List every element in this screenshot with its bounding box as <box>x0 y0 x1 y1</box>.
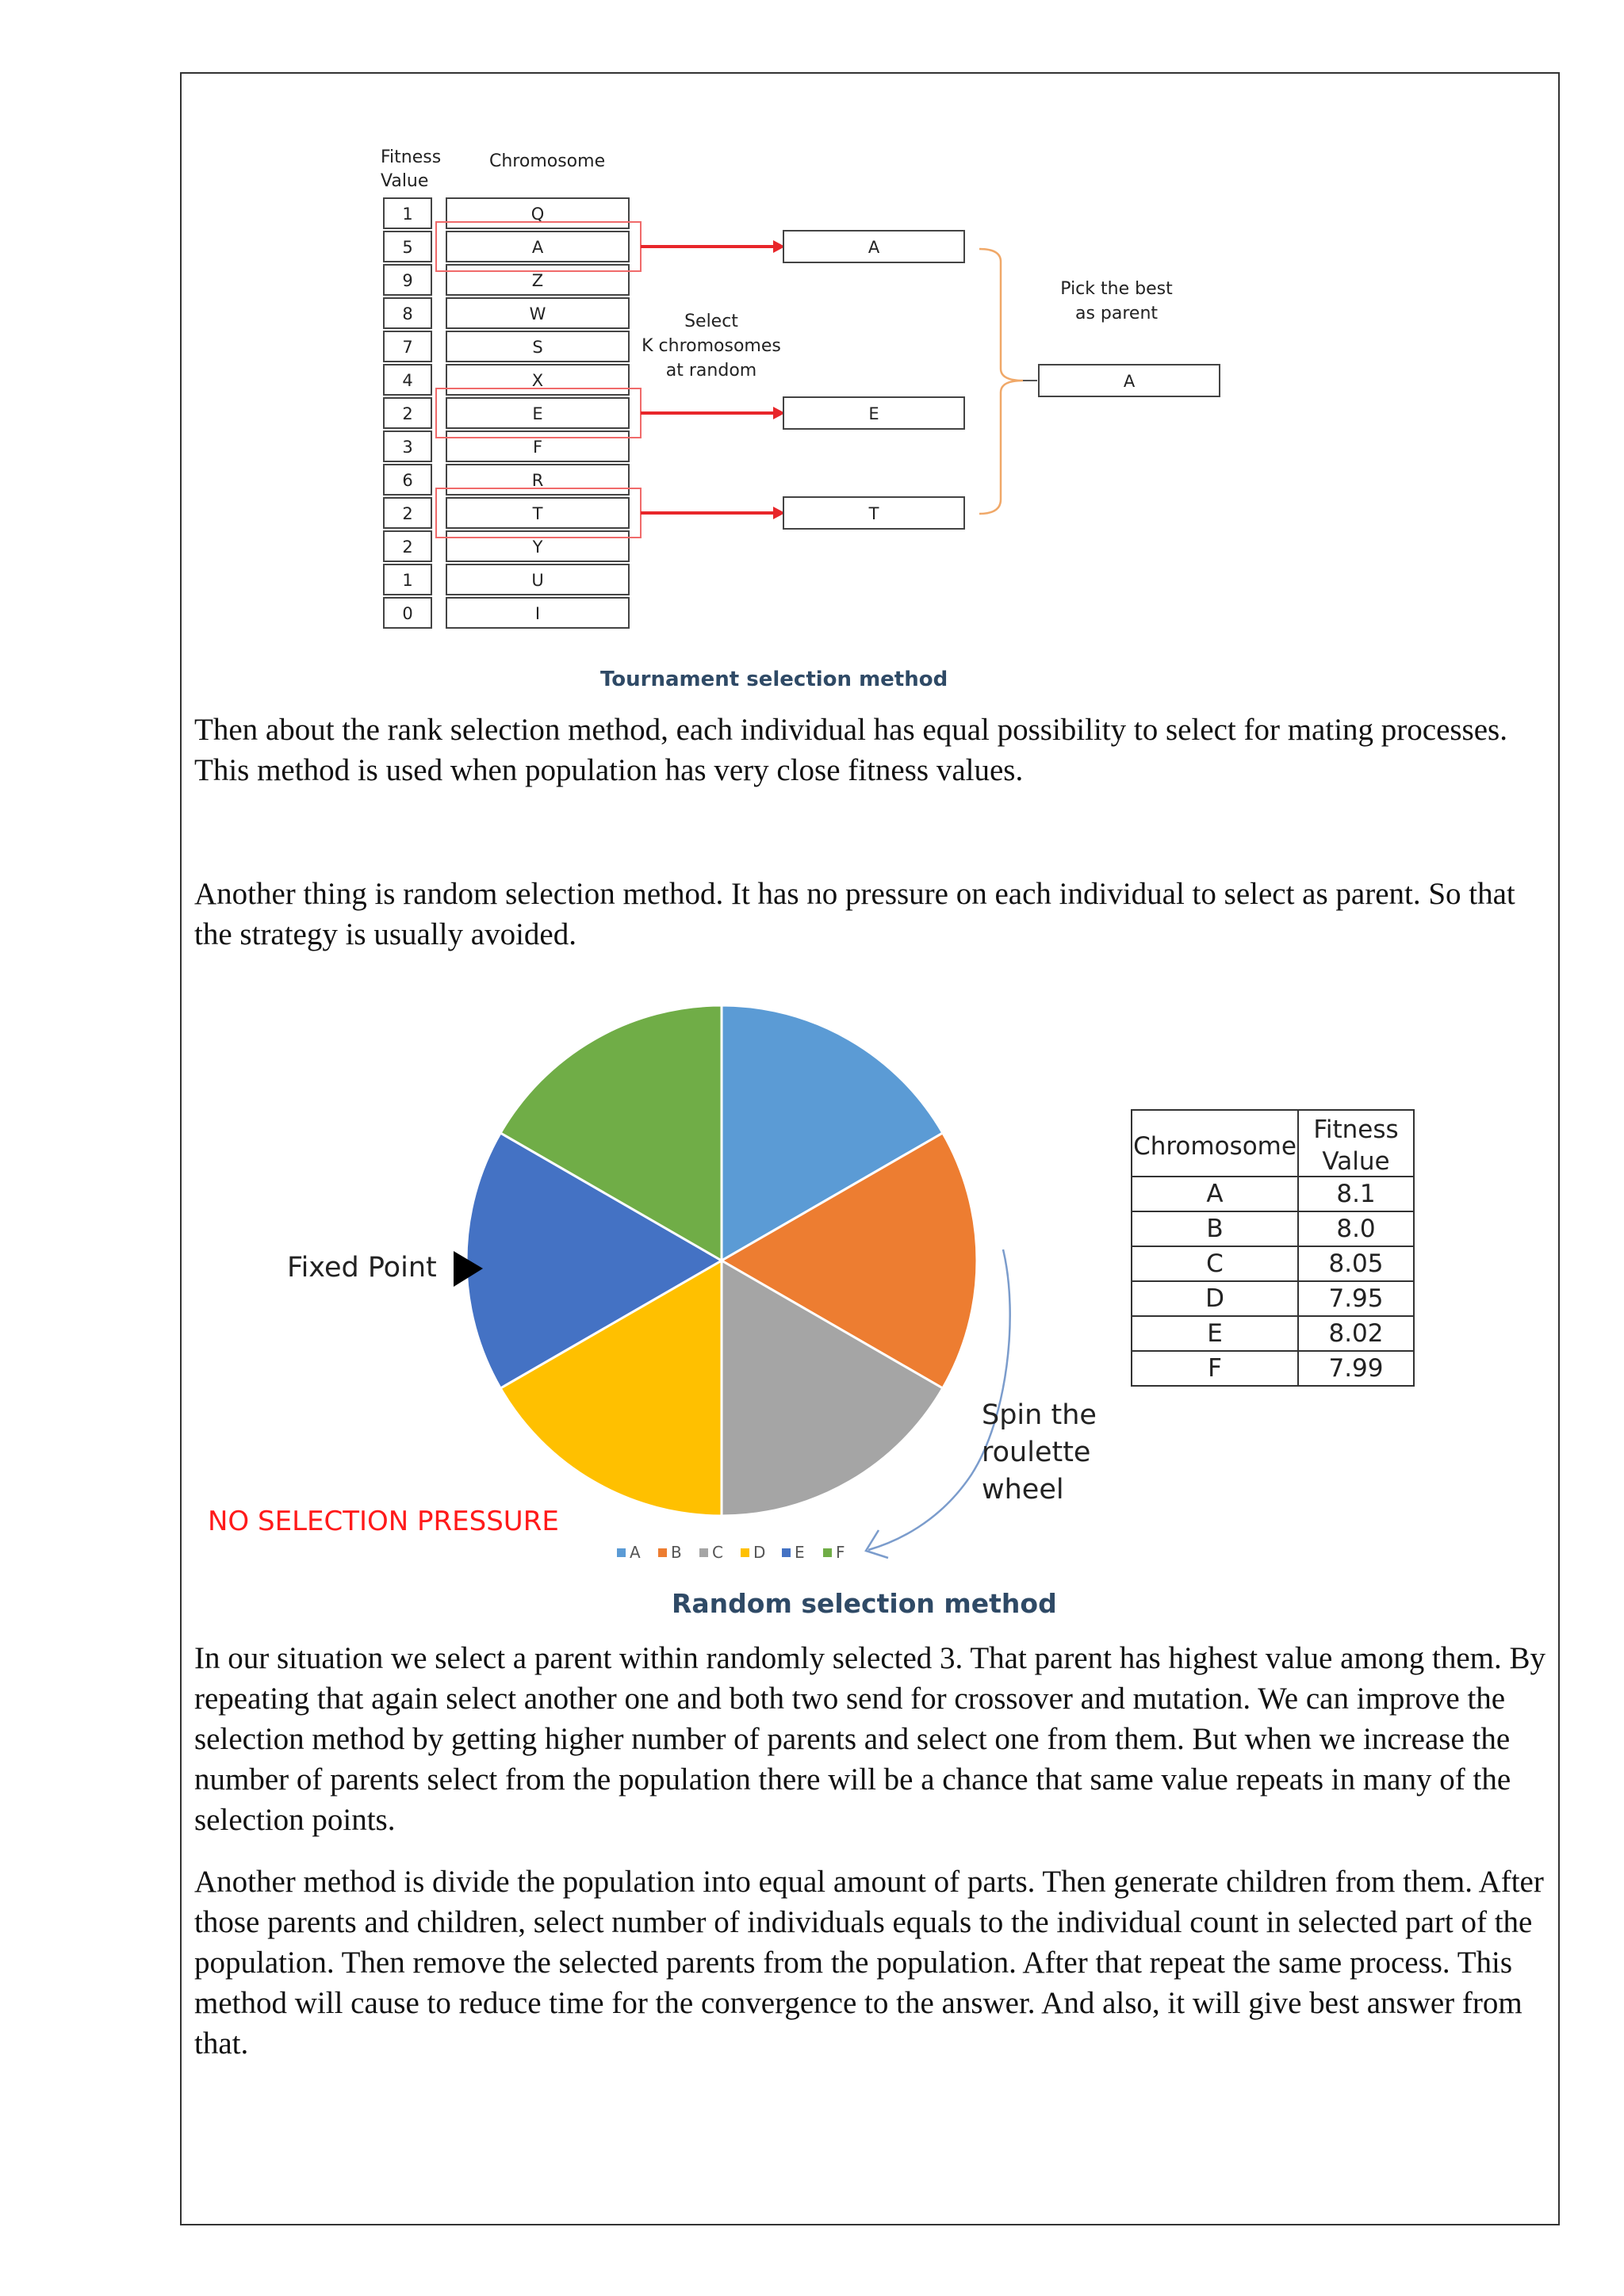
no-selection-pressure-label: NO SELECTION PRESSURE <box>208 1506 559 1537</box>
legend-label: B <box>671 1543 682 1562</box>
table-chromosome-value: B <box>1206 1215 1224 1243</box>
spin-label-line1: Spin the <box>982 1399 1097 1431</box>
tournament-caption: Tournament selection method <box>600 668 948 691</box>
legend-label: D <box>753 1543 766 1562</box>
legend-swatch <box>658 1548 667 1557</box>
chromosome-label: Q <box>530 205 545 224</box>
legend-swatch <box>741 1548 749 1557</box>
pick-label-line1: Pick the best <box>1060 279 1173 299</box>
fitness-value: 4 <box>402 371 413 390</box>
selected-chromosome-label: E <box>868 404 879 423</box>
fitness-value: 6 <box>402 471 413 490</box>
fitness-value: 0 <box>402 604 413 623</box>
chromosome-label: R <box>531 471 544 490</box>
select-label-line3: at random <box>665 361 757 381</box>
paragraph-random-selection: Another thing is random selection method. It has no pressure on each individual to select as parent. So that the strategy is usually avoided. <box>194 877 1515 951</box>
spin-label-line2: roulette <box>982 1437 1091 1468</box>
best-parent-label: A <box>1123 372 1136 391</box>
table-fitness-value: 8.05 <box>1328 1249 1384 1278</box>
table-chromosome-value: A <box>1206 1180 1224 1208</box>
roulette-pie <box>466 1005 977 1516</box>
paragraph-divide-population: Another method is divide the population into equal amount of parts. Then generate children from them. After those parents and children, select number of individuals equals to the individual count in selected part of the population. Then remove the selected parents from the population. After that repeat the same process. This method will cause to reduce time for the convergence to the answer. And also, it will give best answer from that. <box>194 1865 1544 2061</box>
table-chromosome-value: C <box>1206 1249 1224 1278</box>
table-fitness-value: 8.02 <box>1328 1319 1384 1348</box>
legend-swatch <box>617 1548 626 1557</box>
fitness-header-line2: Value <box>381 171 429 191</box>
select-label-line2: K chromosomes <box>642 336 781 356</box>
legend-label: E <box>795 1543 805 1562</box>
pick-label-line2: as parent <box>1074 304 1159 323</box>
chromosome-label: Z <box>531 271 544 290</box>
fitness-value: 7 <box>402 338 413 357</box>
legend-swatch <box>699 1548 708 1557</box>
pie-legend <box>617 1543 845 1562</box>
selected-chromosome-label: T <box>868 504 879 523</box>
table-chromosome-value: F <box>1208 1354 1222 1383</box>
table-fitness-value: 8.0 <box>1336 1215 1376 1243</box>
table-fitness-value: 7.99 <box>1328 1354 1384 1383</box>
fitness-value: 1 <box>402 205 413 224</box>
tournament-diagram <box>0 0 1624 714</box>
tournament-bracket <box>979 249 1023 514</box>
chromosome-label: W <box>529 304 546 323</box>
legend-label: C <box>712 1543 723 1562</box>
fixed-point-label: Fixed Point <box>287 1252 437 1284</box>
fitness-value: 3 <box>402 438 413 457</box>
fitness-table <box>1132 1110 1414 1386</box>
chromosome-label: A <box>531 238 544 257</box>
fitness-value: 9 <box>402 271 413 290</box>
chromosome-label: T <box>532 504 543 523</box>
roulette-figure <box>0 975 1624 1609</box>
chromosome-label: S <box>532 338 543 357</box>
random-selection-caption: Random selection method <box>672 1588 1057 1619</box>
fitness-value: 2 <box>402 538 413 557</box>
chromosome-label: X <box>531 371 544 390</box>
legend-label: F <box>836 1543 845 1562</box>
fitness-header-line1: Fitness <box>381 147 442 167</box>
table-header-fitness-line1: Fitness <box>1313 1115 1399 1144</box>
table-header-fitness-line2: Value <box>1322 1147 1390 1176</box>
paragraph-our-situation: In our situation we select a parent within randomly selected 3. That parent has highest value among them. By repeating that again select another one and both two send for crossover and mutation. We can improve the selection method by getting higher number of parents and select one from them. But when we increase the number of parents select from the population there will be a chance that same value repeats in many of the selection points. <box>194 1641 1545 1837</box>
chromosome-label: E <box>532 404 543 423</box>
fitness-value: 2 <box>402 504 413 523</box>
legend-label: A <box>630 1543 641 1562</box>
chromosome-header: Chromosome <box>489 151 606 171</box>
table-chromosome-value: E <box>1207 1319 1223 1348</box>
population-table <box>384 198 629 628</box>
selected-chromosome-label: A <box>868 238 880 257</box>
spin-label-line3: wheel <box>982 1474 1064 1506</box>
fitness-value: 1 <box>402 571 413 590</box>
chromosome-label: Y <box>532 538 543 557</box>
chromosome-label: I <box>534 604 541 623</box>
paragraph-rank-selection: Then about the rank selection method, each individual has equal possibility to select for mating processes. This method is used when population has very close fitness values. <box>194 713 1507 787</box>
chromosome-label: F <box>532 438 543 457</box>
legend-swatch <box>782 1548 791 1557</box>
fitness-value: 5 <box>402 238 413 257</box>
select-label-line1: Select <box>684 312 738 331</box>
table-chromosome-value: D <box>1205 1284 1224 1313</box>
table-fitness-value: 8.1 <box>1336 1180 1376 1208</box>
fitness-value: 8 <box>402 304 413 323</box>
chromosome-label: U <box>531 571 544 590</box>
table-header-chromosome: Chromosome <box>1133 1132 1297 1161</box>
table-fitness-value: 7.95 <box>1328 1284 1384 1313</box>
legend-swatch <box>823 1548 832 1557</box>
fitness-value: 2 <box>402 404 413 423</box>
